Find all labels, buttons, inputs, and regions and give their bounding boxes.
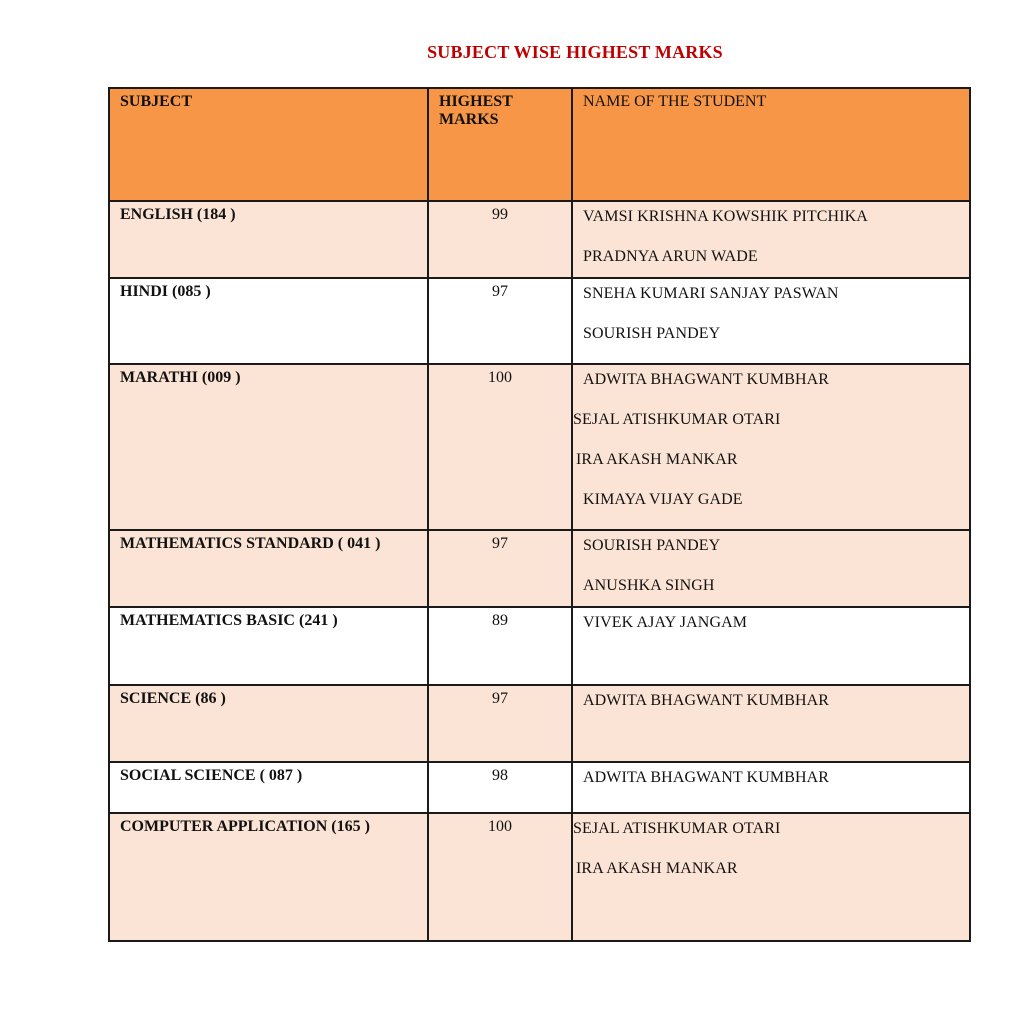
marks-cell: 89 <box>429 608 573 684</box>
table-row <box>110 277 969 363</box>
students-cell <box>573 365 969 529</box>
table-row <box>110 363 969 529</box>
student-name: IRA AKASH MANKAR <box>576 451 738 468</box>
header-student-name: NAME OF THE STUDENT <box>583 93 767 110</box>
students-cell <box>573 608 969 684</box>
student-name: VAMSI KRISHNA KOWSHIK PITCHIKA <box>583 208 868 225</box>
header-subject: SUBJECT <box>110 89 429 200</box>
subject-cell: HINDI (085 ) <box>110 279 429 363</box>
marks-cell: 100 <box>429 365 573 529</box>
subject-cell: SOCIAL SCIENCE ( 087 ) <box>110 763 429 812</box>
page-title: SUBJECT WISE HIGHEST MARKS <box>427 42 723 62</box>
marks-cell: 98 <box>429 763 573 812</box>
student-name: SEJAL ATISHKUMAR OTARI <box>573 411 781 428</box>
subject-cell: MARATHI (009 ) <box>110 365 429 529</box>
subject-cell: ENGLISH (184 ) <box>110 202 429 277</box>
student-name: SOURISH PANDEY <box>583 325 721 342</box>
header-marks-line1: HIGHEST <box>439 93 513 110</box>
table-row <box>110 606 969 684</box>
table-row <box>110 529 969 606</box>
students-cell <box>573 531 969 606</box>
student-name: ADWITA BHAGWANT KUMBHAR <box>583 692 830 709</box>
student-name: ANUSHKA SINGH <box>583 577 715 594</box>
marks-cell: 97 <box>429 686 573 761</box>
table-header-row <box>110 89 969 200</box>
marks-table <box>108 87 971 942</box>
subject-cell: MATHEMATICS STANDARD ( 041 ) <box>110 531 429 606</box>
subject-cell: COMPUTER APPLICATION (165 ) <box>110 814 429 940</box>
marks-cell: 97 <box>429 531 573 606</box>
header-highest-marks <box>429 89 573 200</box>
student-name: SEJAL ATISHKUMAR OTARI <box>573 820 781 837</box>
students-cell <box>573 279 969 363</box>
students-cell <box>573 202 969 277</box>
table-row <box>110 761 969 812</box>
subject-cell: SCIENCE (86 ) <box>110 686 429 761</box>
students-cell <box>573 814 969 940</box>
student-name: ADWITA BHAGWANT KUMBHAR <box>583 769 830 786</box>
table-row <box>110 200 969 277</box>
table-row <box>110 684 969 761</box>
marks-cell: 99 <box>429 202 573 277</box>
student-name: KIMAYA VIJAY GADE <box>583 491 743 508</box>
student-name: PRADNYA ARUN WADE <box>583 248 758 265</box>
marks-cell: 97 <box>429 279 573 363</box>
student-name: SOURISH PANDEY <box>583 537 721 554</box>
student-name: IRA AKASH MANKAR <box>576 860 738 877</box>
subject-cell: MATHEMATICS BASIC (241 ) <box>110 608 429 684</box>
students-cell <box>573 763 969 812</box>
students-cell <box>573 686 969 761</box>
student-name: SNEHA KUMARI SANJAY PASWAN <box>583 285 839 302</box>
student-name: VIVEK AJAY JANGAM <box>583 614 748 631</box>
header-marks-line2: MARKS <box>439 111 499 128</box>
marks-cell: 100 <box>429 814 573 940</box>
table-row <box>110 812 969 940</box>
student-name: ADWITA BHAGWANT KUMBHAR <box>583 371 830 388</box>
